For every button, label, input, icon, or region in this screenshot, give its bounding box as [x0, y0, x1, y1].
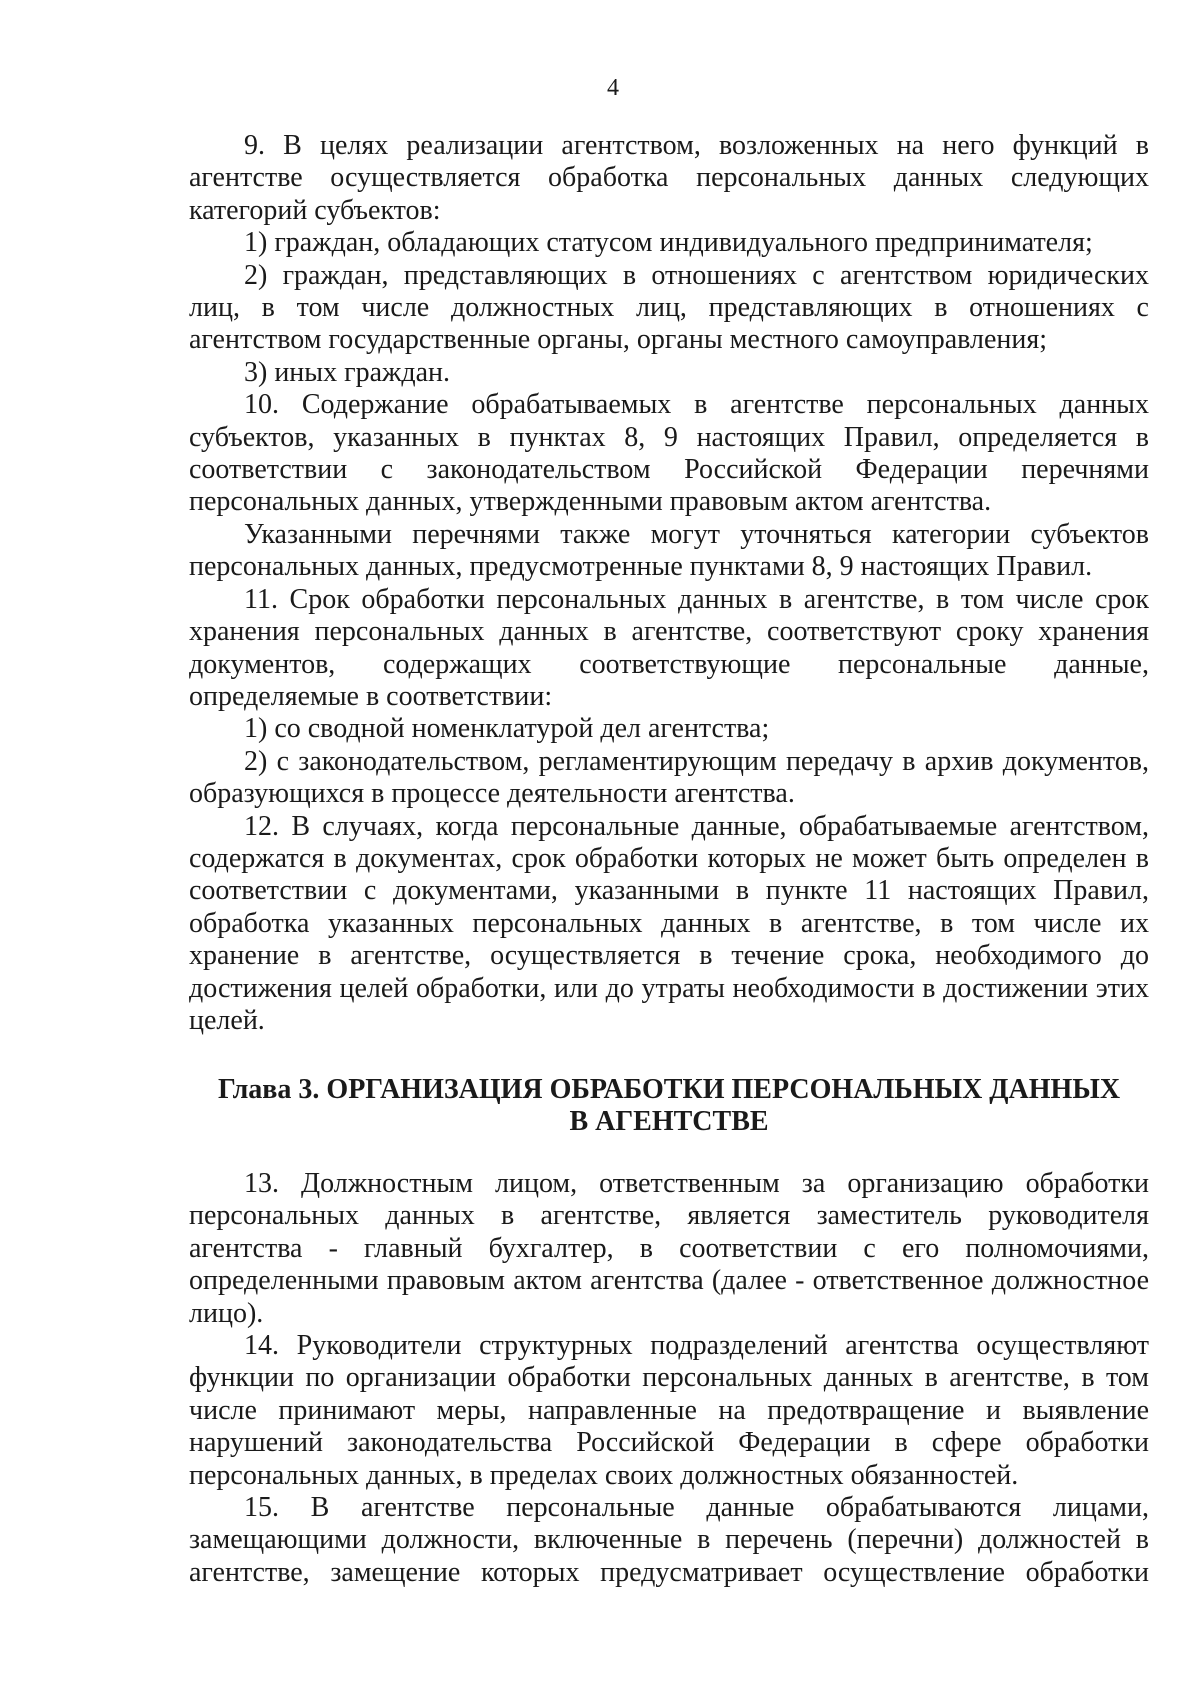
paragraph-13: 13. Должностным лицом, ответственным за организацию обработки персональных данных в агентстве, является заместитель руководителя агентства - главный бухгалтер, в соответствии с его полномочиями, определенными правовым актом агентства (далее - ответственное должностное лицо).: [189, 1168, 1149, 1329]
paragraph-11: 11. Срок обработки персональных данных в агентстве, в том числе срок хранения персональных данных в агентстве, соответствуют сроку хранения документов, содержащих соответствующие персональные данные, определяемые в соответствии:: [189, 583, 1149, 712]
paragraph-9-item-2: 2) граждан, представляющих в отношениях с агентством юридических лиц, в том числе должностных лиц, представляющих в отношениях с агентством государственные органы, органы местного самоуправления;: [189, 259, 1149, 356]
chapter-heading: [189, 1074, 1149, 1138]
paragraph-14: 14. Руководители структурных подразделений агентства осуществляют функции по организации обработки персональных данных в агентстве, в том числе принимают меры, направленные на предотвращение и выявление нарушений законодательства Российской Федерации в сфере обработки персональных данных, в пределах своих должностных обязанностей.: [189, 1330, 1149, 1491]
paragraph-11-item-1: 1) со сводной номенклатурой дел агентства;: [244, 713, 770, 745]
section-body-3: [189, 1168, 1149, 1589]
page-number: 4: [607, 75, 619, 101]
paragraph-10-note: Указанными перечнями также могут уточняться категории субъектов персональных данных, предусмотренные пунктами 8, 9 настоящих Правил.: [189, 518, 1149, 583]
paragraph-9: 9. В целях реализации агентством, возложенных на него функций в агентстве осуществляется обработка персональных данных следующих категорий субъектов:: [189, 130, 1149, 226]
paragraph-11-item-2: 2) с законодательством, регламентирующим передачу в архив документов, образующихся в процессе деятельности агентства.: [189, 745, 1149, 810]
chapter-heading-line-2: В АГЕНТСТВЕ: [569, 1106, 769, 1137]
paragraph-9-item-3: 3) иных граждан.: [244, 356, 451, 388]
paragraph-12: 12. В случаях, когда персональные данные, обрабатываемые агентством, содержатся в документах, срок обработки которых не может быть определен в соответствии с документами, указанными в пункте 11 настоящих Правил, обработка указанных персональных данных в агентстве, в том числе их хранение в агентстве, осуществляется в течение срока, необходимого до достижения целей обработки, или до утраты необходимости в достижении этих целей.: [189, 810, 1149, 1036]
chapter-heading-line-1: Глава 3. ОРГАНИЗАЦИЯ ОБРАБОТКИ ПЕРСОНАЛЬНЫХ ДАННЫХ: [217, 1074, 1121, 1105]
paragraph-9-item-1: 1) граждан, обладающих статусом индивидуального предпринимателя;: [244, 227, 1093, 259]
paragraph-15: 15. В агентстве персональные данные обрабатываются лицами, замещающими должности, включенные в перечень (перечни) должностей в агентстве, замещение которых предусматривает осуществление обработки: [189, 1492, 1149, 1588]
section-body-2: [189, 130, 1149, 1037]
paragraph-10: 10. Содержание обрабатываемых в агентстве персональных данных субъектов, указанных в пунктах 8, 9 настоящих Правил, определяется в соответствии с законодательством Российской Федерации перечнями персональных данных, утвержденными правовым актом агентства.: [189, 389, 1149, 518]
